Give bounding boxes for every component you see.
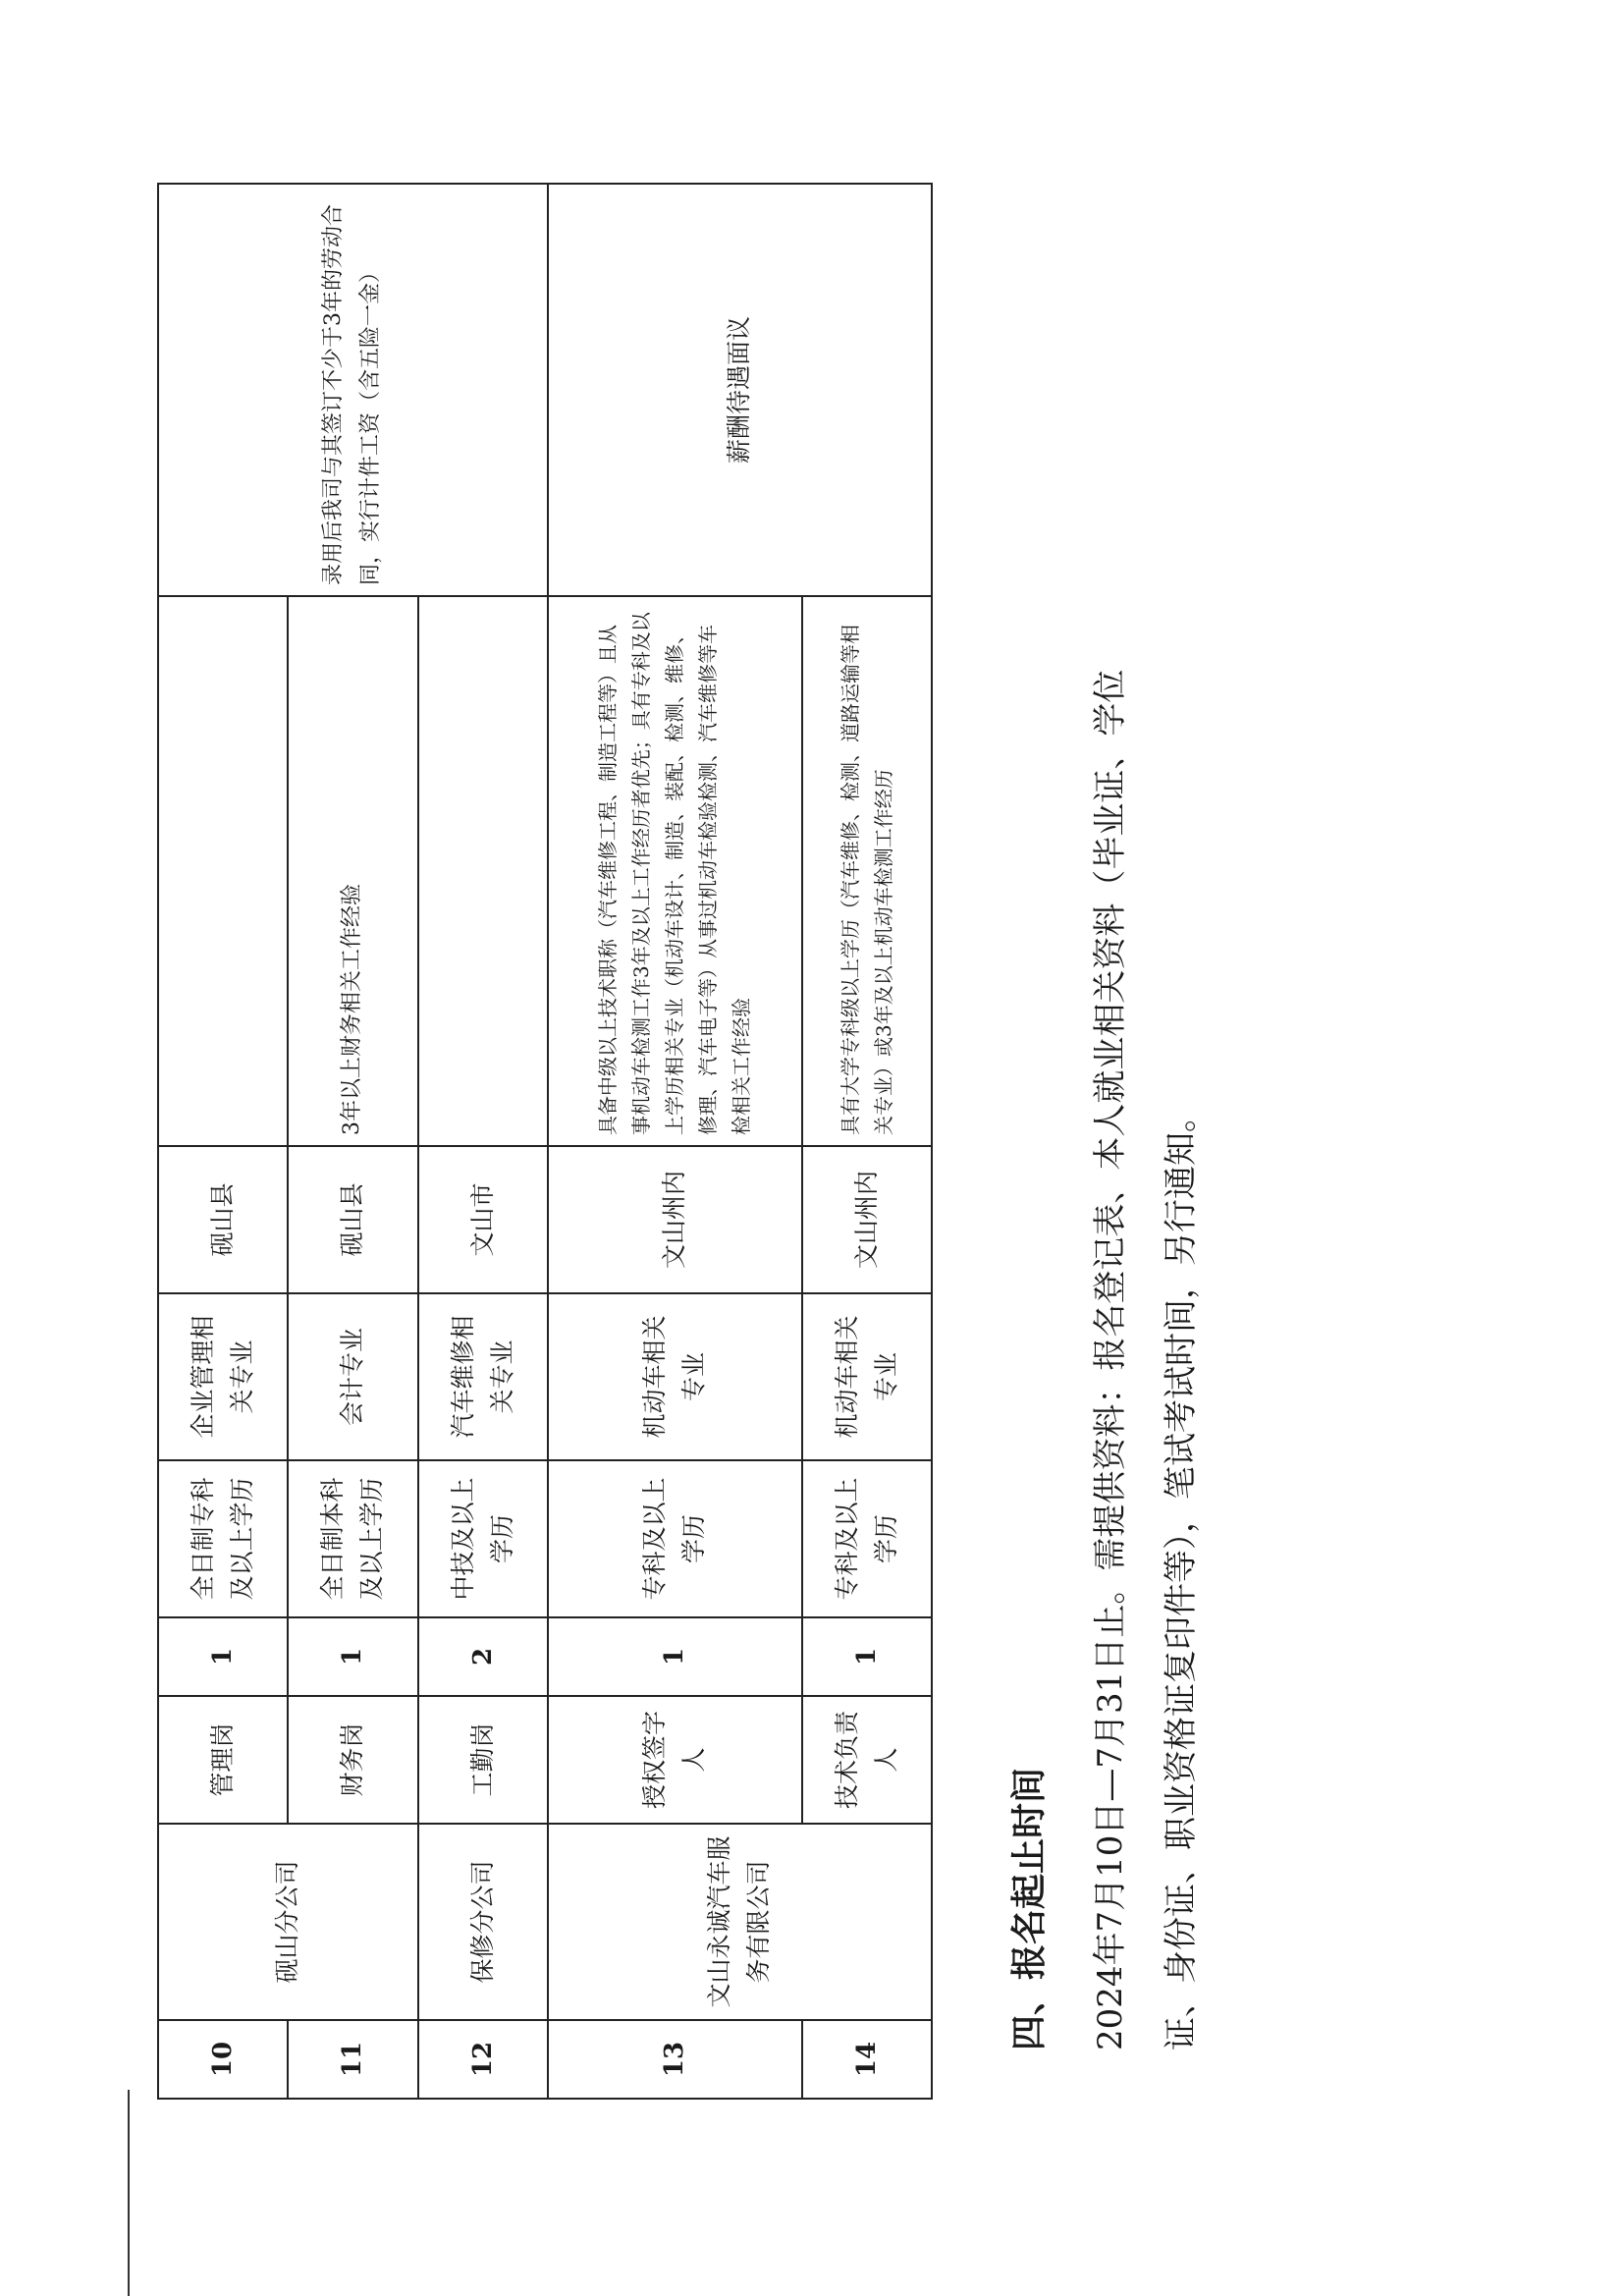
location-cell: 砚山县: [158, 1146, 288, 1293]
requirement-cell: 3年以上财务相关工作经验: [288, 596, 417, 1146]
requirement-cell: [418, 596, 548, 1146]
edu-cell: 中技及以上学历: [418, 1460, 548, 1617]
company-cell: 砚山分公司: [158, 1824, 418, 2020]
company-cell: 文山永诚汽车服务有限公司: [548, 1824, 932, 2020]
remark-cell: 薪酬待遇面议: [548, 184, 932, 596]
row-number: 14: [802, 2020, 932, 2099]
company-cell: 保修分公司: [418, 1824, 548, 2020]
post-cell: 管理岗: [158, 1696, 288, 1824]
major-cell: 机动车相关专业: [802, 1293, 932, 1460]
requirement-cell: [158, 596, 288, 1146]
count-cell: 2: [418, 1617, 548, 1696]
remark-cell: 录用后我司与其签订不少于3年的劳动合同，实行计件工资（含五险一金）: [158, 184, 548, 596]
count-cell: 1: [802, 1617, 932, 1696]
row-number: 13: [548, 2020, 802, 2099]
requirement-cell: 具备中级以上技术职称（汽车维修工程、制造工程等）且从事机动车检测工作3年及以上工作经历者优先；具有专科及以上学历相关专业（机动车设计、制造、装配、检测、维修、修理、汽车电子等）从事过机动车检验检测、汽车维修等车检相关工作经验: [548, 596, 802, 1146]
requirement-cell: 具有大学专科级以上学历（汽车维修、检测、道路运输等相关专业）或3年及以上机动车检测工作经历: [802, 596, 932, 1146]
paragraph-line: 证、身份证、职业资格证复印件等），笔试考试时间，另行通知。: [1162, 1099, 1201, 2050]
edu-cell: 全日制专科及以上学历: [158, 1460, 288, 1617]
table-grid: [157, 183, 933, 2100]
row-number: 10: [158, 2020, 288, 2099]
section-heading: 四、报名起止时间: [1009, 1767, 1050, 2050]
location-cell: 砚山县: [288, 1146, 417, 1293]
row-number: 11: [288, 2020, 417, 2099]
post-cell: 工勤岗: [418, 1696, 548, 1824]
location-cell: 文山市: [418, 1146, 548, 1293]
major-cell: 企业管理相关专业: [158, 1293, 288, 1460]
count-cell: 1: [158, 1617, 288, 1696]
post-cell: 技术负责人: [802, 1696, 932, 1824]
major-cell: 机动车相关专业: [548, 1293, 802, 1460]
edu-cell: 专科及以上学历: [548, 1460, 802, 1617]
edu-cell: 专科及以上学历: [802, 1460, 932, 1617]
location-cell: 文山州内: [802, 1146, 932, 1293]
major-cell: 会计专业: [288, 1293, 417, 1460]
divider-line: [128, 2090, 130, 2296]
location-cell: 文山州内: [548, 1146, 802, 1293]
count-cell: 1: [288, 1617, 417, 1696]
paragraph-line: 2024年7月10日—7月31日止。需提供资料：报名登记表、本人就业相关资料（毕业证、学位: [1091, 669, 1130, 2050]
major-cell: 汽车维修相关专业: [418, 1293, 548, 1460]
recruitment-table: [157, 185, 933, 2100]
table-row: [158, 184, 288, 2099]
row-number: 12: [418, 2020, 548, 2099]
post-cell: 授权签字人: [548, 1696, 802, 1824]
post-cell: 财务岗: [288, 1696, 417, 1824]
table-row: [548, 184, 802, 2099]
count-cell: 1: [548, 1617, 802, 1696]
edu-cell: 全日制本科及以上学历: [288, 1460, 417, 1617]
